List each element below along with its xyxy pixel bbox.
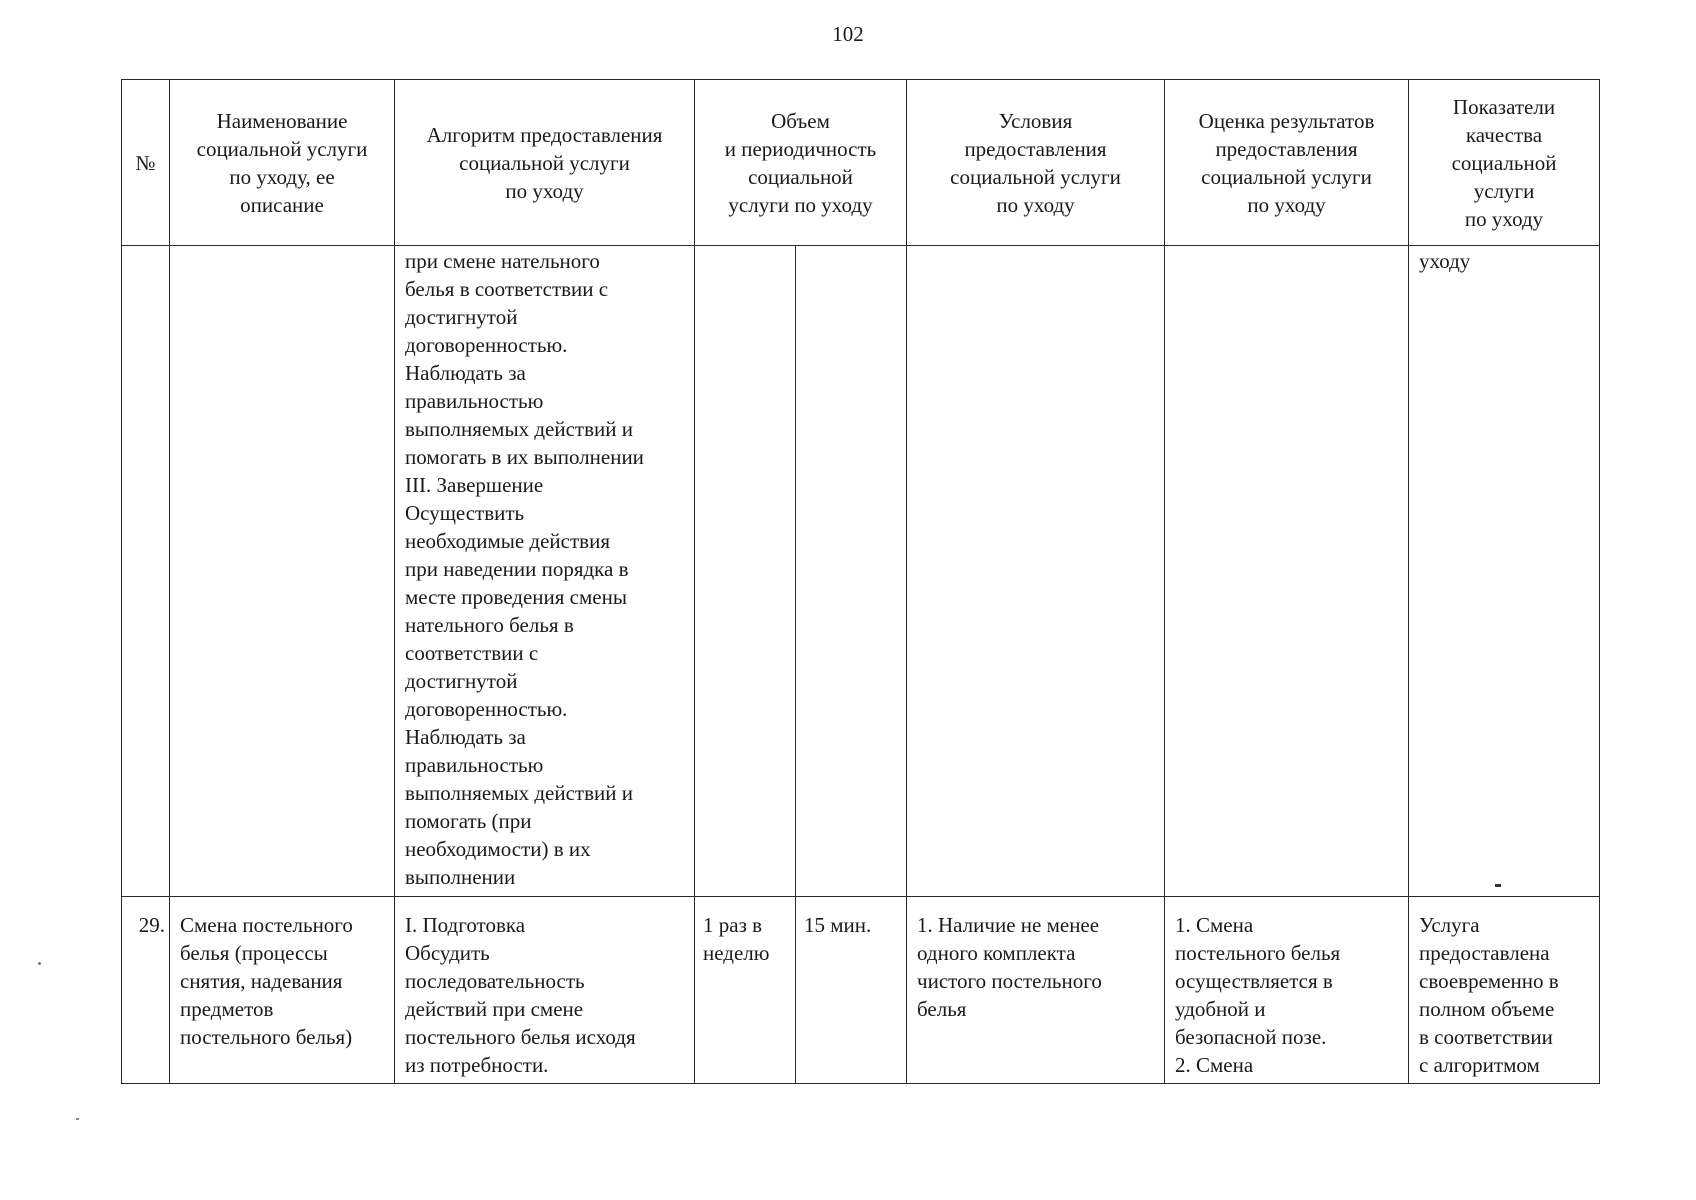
row-name-cell: Смена постельного белья (процессы снятия, надевания предметов постельного белья) [170, 897, 395, 1084]
row-frequency-cell: 1 раз в неделю [695, 897, 796, 1084]
table-row [122, 246, 1600, 897]
services-table [121, 79, 1600, 1084]
cont-quality-cell [1409, 246, 1600, 897]
row-duration-cell [796, 897, 907, 1084]
header-conditions: Условия предоставления социальной услуги по уходу [907, 80, 1165, 246]
cont-quality-text: уходу [1419, 249, 1471, 273]
cont-number-cell [122, 246, 170, 897]
row-conditions-cell: 1. Наличие не менее одного комплекта чистого постельного белья [907, 897, 1165, 1084]
row-evaluation-cell: 1. Смена постельного белья осуществляется в удобной и безопасной позе. 2. Смена [1165, 897, 1409, 1084]
header-name: Наименование социальной услуги по уходу, ее описание [170, 80, 395, 246]
scan-speck [76, 1118, 79, 1120]
header-quality: Показатели качества социальной услуги по уходу [1409, 80, 1600, 246]
cont-evaluation-cell [1165, 246, 1409, 897]
row-duration: 15 мин. [804, 913, 872, 937]
table-row [122, 897, 1600, 1084]
cont-duration-cell [796, 246, 907, 897]
page-number: 102 [832, 22, 864, 46]
header-volume: Объем и периодичность социальной услуги по уходу [695, 80, 907, 246]
cont-algorithm-cell: при смене нательного белья в соответствии с достигнутой договоренностью. Наблюдать за правильностью выполняемых действий и помогать в их выполнении III. Завершение Осуществить необходимые действия при наведении порядка в месте проведения смены нательного белья в соответствии с достигнутой договоренностью. Наблюдать за правильностью выполняемых действий и помогать (при необходимости) в их выполнении [395, 246, 695, 897]
scan-mark [1495, 884, 1501, 887]
row-number: 29. [138, 913, 165, 937]
cont-frequency-cell [695, 246, 796, 897]
header-number: № [122, 80, 170, 246]
header-row [122, 80, 1600, 246]
row-algorithm-cell: I. Подготовка Обсудить последовательность действий при смене постельного белья исходя из потребности. [395, 897, 695, 1084]
scan-speck [38, 962, 41, 965]
header-evaluation: Оценка результатов предоставления социальной услуги по уходу [1165, 80, 1409, 246]
cont-conditions-cell [907, 246, 1165, 897]
cont-name-cell [170, 246, 395, 897]
header-algorithm: Алгоритм предоставления социальной услуги по уходу [395, 80, 695, 246]
row-quality-cell: Услуга предоставлена своевременно в полном объеме в соответствии с алгоритмом [1409, 897, 1600, 1084]
row-number-cell [122, 897, 170, 1084]
